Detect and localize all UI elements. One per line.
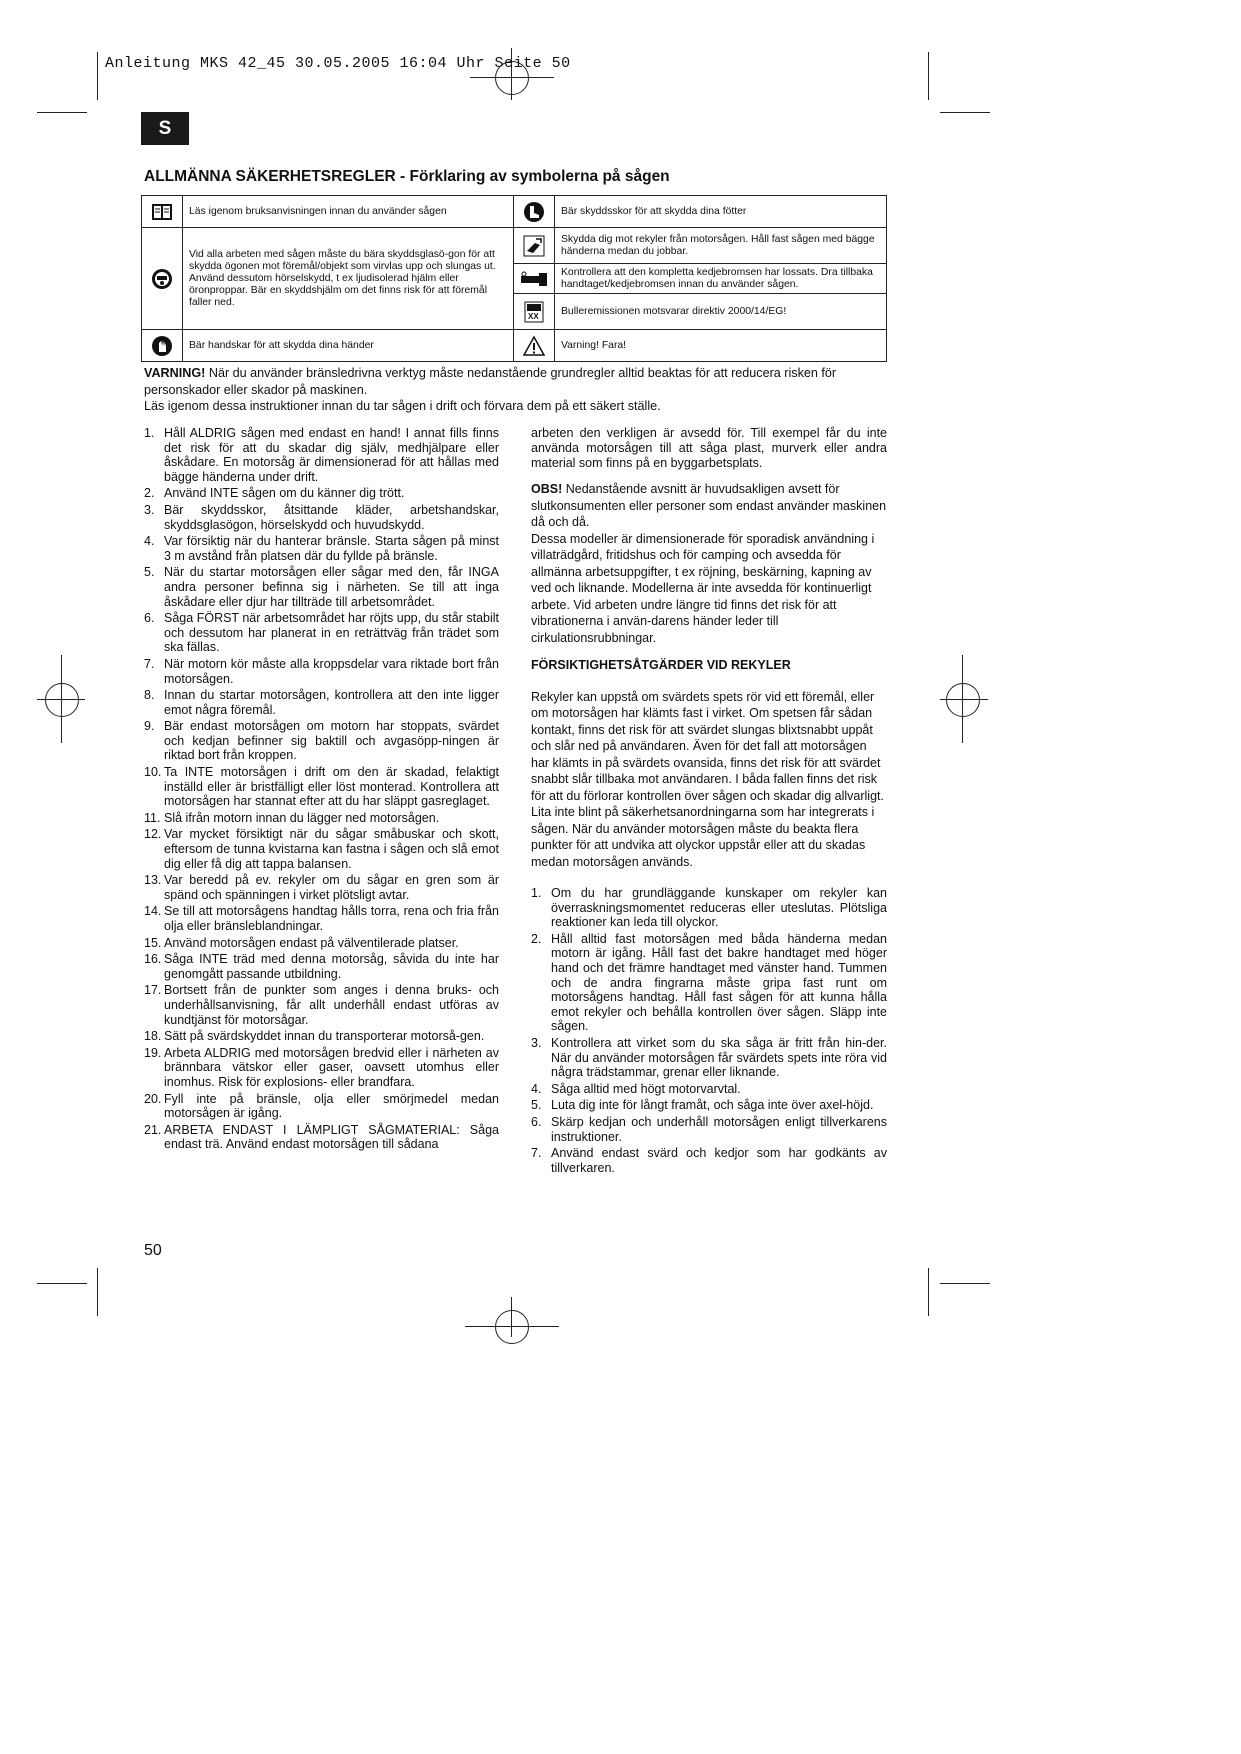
warning-triangle-icon bbox=[514, 330, 555, 362]
crop-mark bbox=[928, 52, 929, 100]
list-item bbox=[144, 1029, 499, 1044]
list-item bbox=[144, 827, 499, 871]
safety-rules-list bbox=[144, 426, 499, 1152]
list-item-text: När du startar motorsågen eller sågar med den, får INGA andra personer befinna sig i närheten. Se till att inga åskådare eller djur har tillträde till arbetsområdet. bbox=[164, 565, 499, 609]
list-item bbox=[144, 486, 499, 501]
list-item-text: Var försiktig när du hanterar bränsle. Starta sågen på minst 3 m avstånd från platsen där du fyllde på bränsle. bbox=[164, 534, 499, 563]
crop-mark bbox=[37, 1283, 87, 1284]
obs-text: Nedanstående avsnitt är huvudsakligen avsett för slutkonsumenten eller personer som endast använder maskinen då och då. bbox=[531, 482, 887, 529]
obs-paragraph-2: Dessa modeller är dimensionerade för sporadisk användning i villaträdgård, fritidshus och för camping och avsedda för allmänna arbetsuppgifter, t ex röjning, beskärning, kapning av ved och liknande. Modellerna är inte avsedda för kontinuerligt arbete. Vid arbeten undre längre tid finns det risk för att vibrationerna i använ-darens händer leder till cirkulationsrubbningar. bbox=[531, 531, 875, 645]
list-item-number: 1. bbox=[144, 426, 155, 440]
list-item bbox=[531, 1115, 887, 1144]
crop-mark bbox=[97, 52, 98, 100]
list-item bbox=[144, 983, 499, 1027]
page-number: 50 bbox=[144, 1242, 162, 1259]
boot-icon bbox=[514, 196, 555, 228]
crop-mark bbox=[97, 1268, 98, 1316]
list-item bbox=[144, 688, 499, 717]
list-item bbox=[144, 811, 499, 826]
list-item-number: 14. bbox=[144, 904, 162, 919]
kickback-heading: FÖRSIKTIGHETSÅTGÄRDER VID REKYLER bbox=[531, 658, 791, 672]
list-item bbox=[144, 565, 499, 609]
book-icon bbox=[142, 196, 183, 228]
list-item-number: 12. bbox=[144, 827, 162, 842]
list-item-text: Arbeta ALDRIG med motorsågen bredvid eller i närheten av brännbara vätskor eller gaser, oavsett utomhus eller inomhus. Risk för explosions- eller brandfara. bbox=[164, 1045, 499, 1089]
list-item-number: 11. bbox=[144, 810, 161, 825]
list-item-number: 13. bbox=[144, 873, 162, 888]
obs-paragraph bbox=[531, 481, 887, 531]
list-item-text: Slå ifrån motorn innan du lägger ned motorsågen. bbox=[164, 810, 440, 825]
list-item-text: Använd INTE sågen om du känner dig trött. bbox=[164, 486, 405, 501]
list-item-number: 1. bbox=[531, 886, 542, 901]
list-item bbox=[144, 426, 499, 484]
crop-mark bbox=[940, 1283, 990, 1284]
kickback-paragraph: Rekyler kan uppstå om svärdets spets rör vid ett föremål, eller om motorsågen har klämts fast i virket. Om spetsen får sådan kontakt, finns det risk för att svärdet slungas blixtsnabbt uppåt och slår ned på användaren. Även för det fall att motorsågen har klämts in på svärdets ovansida, finns det risk för att svärdet snabbt slår tillbaka mot användaren. I båda fallen finns det risk för att du förlorar kontrollen över sågen och skadar dig allvarligt. Lita inte blint på säkerhetsanordningarna som har integrerats i sågen. När du använder motorsågen måste du beakta flera punkter för att undvika att olyckor uppstår eller att du skadas medan motorsågen används. bbox=[531, 689, 884, 869]
list-item bbox=[531, 1098, 887, 1113]
list-item-number: 18. bbox=[144, 1029, 162, 1044]
list-item bbox=[144, 1092, 499, 1121]
list-item bbox=[144, 534, 499, 563]
list-item-text: Använd motorsågen endast på välventilerade platser. bbox=[164, 935, 459, 950]
list-item-text: Sätt på svärdskyddet innan du transporterar motorså-gen. bbox=[164, 1029, 485, 1044]
list-item-number: 10. bbox=[144, 765, 162, 780]
list-item-text: Om du har grundläggande kunskaper om rekyler kan överraskningsmomentet reduceras eller uteslutas. Plötsliga reaktioner kan leda till olyckor. bbox=[551, 886, 887, 930]
list-item-text: När motorn kör måste alla kroppsdelar vara riktade bort från motorsågen. bbox=[164, 656, 499, 686]
list-item-text: Bär skyddsskor, åtsittande kläder, arbetshandskar, skyddsglasögon, hörselskydd och huvudskydd. bbox=[164, 502, 499, 532]
list-item-number: 3. bbox=[531, 1036, 542, 1051]
symbol-noise: Bulleremissionen motsvarar direktiv 2000/14/EG! bbox=[555, 294, 887, 330]
list-item-number: 5. bbox=[531, 1098, 542, 1113]
list-item-text: Se till att motorsågens handtag hålls torra, rena och fria från olja eller bränsleblandningar. bbox=[164, 904, 499, 933]
page-title: ALLMÄNNA SÄKERHETSREGLER - Förklaring av symbolerna på sågen bbox=[144, 168, 670, 185]
list-item-text: Var mycket försiktigt när du sågar småbuskar och skott, eftersom de tunna kvistarna kan fastna i sågen och slå emot dig eller få dig att tappa balansen. bbox=[164, 827, 499, 871]
list-item-number: 2. bbox=[144, 486, 155, 501]
list-item bbox=[144, 904, 499, 933]
list-item-text: Såga FÖRST när arbetsområdet har röjts upp, du står stabilt och dessutom har planerat in en reträttväg från trädet som ska fällas. bbox=[164, 611, 499, 655]
list-item-number: 20. bbox=[144, 1091, 162, 1106]
list-item-text: Använd endast svärd och kedjor som har godkänts av tillverkaren. bbox=[551, 1146, 887, 1175]
kickback-icon bbox=[514, 228, 555, 264]
symbol-safety-shoes: Bär skyddsskor för att skydda dina fötter bbox=[555, 196, 887, 228]
list-item-text: Var beredd på ev. rekyler om du sågar en gren som är spänd och spänningen i virket plötsligt avtar. bbox=[164, 873, 499, 902]
list-item-number: 9. bbox=[144, 719, 155, 734]
list-item-number: 5. bbox=[144, 565, 155, 580]
symbol-read-manual: Läs igenom bruksanvisningen innan du använder sågen bbox=[183, 196, 514, 228]
list-item bbox=[531, 886, 887, 930]
list-item-text: Fyll inte på bränsle, olja eller smörjmedel medan motorsågen är igång. bbox=[164, 1091, 499, 1121]
list-item bbox=[144, 765, 499, 809]
list-item-number: 8. bbox=[144, 688, 155, 703]
list-item-number: 4. bbox=[144, 534, 155, 549]
list-item-number: 15. bbox=[144, 935, 162, 950]
left-column bbox=[144, 426, 499, 1154]
list-item-number: 2. bbox=[531, 931, 542, 946]
list-item-number: 16. bbox=[144, 952, 162, 967]
list-item-number: 7. bbox=[531, 1146, 542, 1161]
list-item-number: 3. bbox=[144, 502, 155, 517]
symbol-gloves: Bär handskar för att skydda dina händer bbox=[183, 330, 514, 362]
list-item bbox=[531, 1082, 887, 1097]
list-item-text: Såga INTE träd med denna motorsåg, såvida du inte har genomgått passande utbildning. bbox=[164, 952, 499, 981]
print-header: Anleitung MKS 42_45 30.05.2005 16:04 Uhr Seite 50 bbox=[105, 55, 571, 72]
language-tab: S bbox=[141, 112, 189, 145]
list-item-number: 6. bbox=[144, 611, 155, 626]
chain-brake-icon bbox=[514, 264, 555, 294]
list-item bbox=[531, 1146, 887, 1175]
continued-paragraph: arbeten den verkligen är avsedd för. Till exempel får du inte använda motorsågen till att såga plast, murverk eller andra material som finns på en byggarbetsplats. bbox=[531, 426, 887, 470]
list-item-text: Kontrollera att virket som du ska såga är fritt från hin-der. När du använder motorsågen får svärdets spets inte röra vid några trädstammar, grenar eller liknande. bbox=[551, 1036, 887, 1080]
list-item-text: Håll alltid fast motorsågen med båda händerna medan motorn är igång. Håll fast det bakre handtaget med höger hand och det främre handtaget med vänster hand. Tummen och de andra fingrarna måste gripa fast runt om motorsågens handtag. Håll fast sågen för att kunna hålla emot rekyler och behålla kontrollen över sågen. Släpp inte sågen. bbox=[551, 931, 887, 1034]
list-item bbox=[144, 503, 499, 532]
symbol-kickback: Skydda dig mot rekyler från motorsågen. Håll fast sågen med bägge händerna medan du jobbar. bbox=[555, 228, 887, 264]
helmet-icon bbox=[142, 228, 183, 330]
list-item bbox=[144, 611, 499, 655]
list-item-text: Bortsett från de punkter som anges i denna bruks- och underhållsanvisning, får allt underhåll endast utföras av kundtjänst för motorsågar. bbox=[164, 983, 499, 1027]
list-item-text: Innan du startar motorsågen, kontrollera att den inte ligger emot några föremål. bbox=[164, 688, 499, 717]
list-item-text: Bär endast motorsågen om motorn har stoppats, svärdet och kedjan befinner sig baktill och avgasöpp-ningen är riktad bort från kroppen. bbox=[164, 719, 499, 763]
kickback-list bbox=[531, 886, 887, 1175]
symbol-table bbox=[141, 195, 887, 362]
list-item bbox=[531, 1036, 887, 1080]
right-column bbox=[531, 426, 887, 1177]
list-item-text: Håll ALDRIG sågen med endast en hand! I annat fills finns det risk för att du skadar dig själv, medhjälpare eller åskådare. En motorsåg är dimensionerad för att hållas med bägge händerna under drift. bbox=[164, 426, 499, 484]
list-item-text: Såga alltid med högt motorvarvtal. bbox=[551, 1081, 741, 1096]
list-item bbox=[144, 873, 499, 902]
svg-text:XX: XX bbox=[528, 311, 539, 321]
list-item-number: 17. bbox=[144, 983, 162, 998]
noise-label-icon bbox=[514, 294, 555, 330]
list-item-number: 6. bbox=[531, 1115, 542, 1129]
list-item-text: ARBETA ENDAST I LÄMPLIGT SÅGMATERIAL: Såga endast trä. Använd endast motorsågen till sådana bbox=[164, 1122, 499, 1152]
glove-icon bbox=[142, 330, 183, 362]
list-item-number: 19. bbox=[144, 1045, 162, 1060]
list-item-text: Skärp kedjan och underhåll motorsågen enligt tillverkarens instruktioner. bbox=[551, 1115, 887, 1144]
crop-mark bbox=[928, 1268, 929, 1316]
warning-line2: Läs igenom dessa instruktioner innan du tar sågen i drift och förvara dem på ett säkert ställe. bbox=[144, 399, 661, 413]
obs-label: OBS! bbox=[531, 482, 563, 496]
crop-mark bbox=[940, 112, 990, 113]
list-item-number: 7. bbox=[144, 656, 155, 671]
list-item bbox=[531, 932, 887, 1034]
symbol-warning: Varning! Fara! bbox=[555, 330, 887, 362]
crop-mark bbox=[37, 112, 87, 113]
list-item bbox=[144, 1046, 499, 1090]
symbol-chain-brake: Kontrollera att den kompletta kedjebromsen har lossats. Dra tillbaka handtaget/kedjebromsen innan du använder sågen. bbox=[555, 264, 887, 294]
list-item bbox=[144, 936, 499, 951]
list-item-number: 4. bbox=[531, 1081, 542, 1096]
warning-label: VARNING! bbox=[144, 366, 206, 380]
warning-intro bbox=[144, 365, 884, 415]
list-item-text: Luta dig inte för långt framåt, och såga inte över axel-höjd. bbox=[551, 1098, 874, 1113]
list-item bbox=[144, 657, 499, 686]
list-item bbox=[144, 952, 499, 981]
list-item bbox=[144, 1123, 499, 1152]
symbol-eye-ear-protection: Vid alla arbeten med sågen måste du bära skyddsglasö-gon för att skydda ögonen mot föremål/objekt som virvlas upp och slungas ut. Använd dessutom hörselskydd, t ex ljudisolerad hjälm eller öronproppar. Bär en skyddshjälm om det finns risk för att föremål faller ned. bbox=[183, 228, 514, 330]
list-item-number: 21. bbox=[144, 1122, 162, 1137]
list-item bbox=[144, 719, 499, 763]
list-item-text: Ta INTE motorsågen i drift om den är skadad, felaktigt inställd eller är bristfälligt eller löst monterad. Kontrollera att motorsågen har stannat efter att du har släppt gasreglaget. bbox=[164, 765, 499, 809]
warning-text: När du använder bränsledrivna verktyg måste nedanstående grundregler alltid beaktas för att reducera risken för personskador eller skador på maskinen. bbox=[144, 366, 837, 397]
